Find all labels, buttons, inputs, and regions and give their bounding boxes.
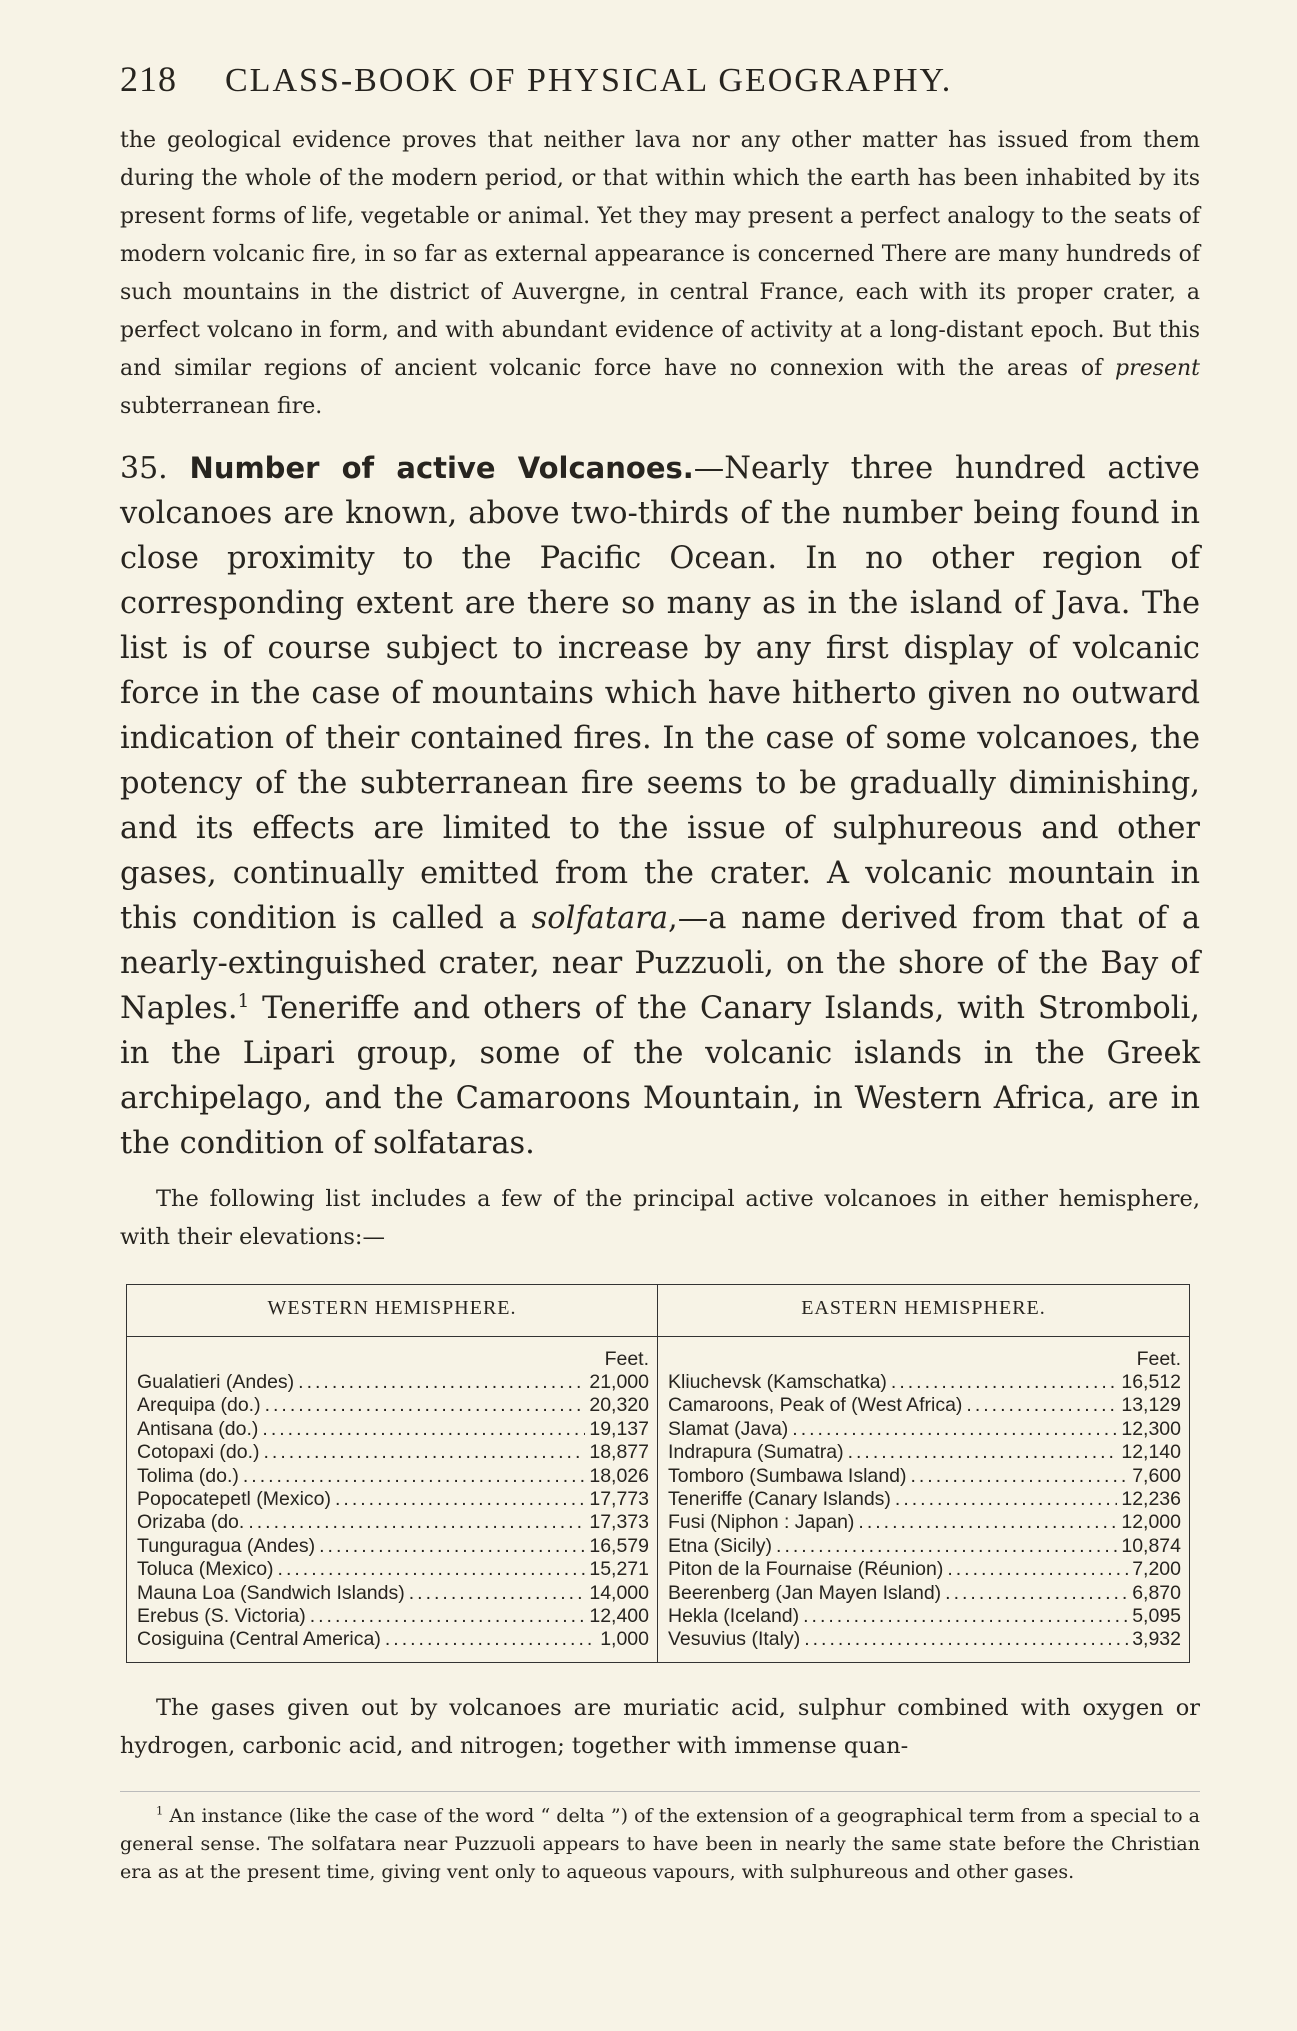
elevation-feet: 21,000 <box>589 1371 649 1393</box>
leader-dots <box>848 1441 1118 1464</box>
table-row <box>137 1535 653 1558</box>
elevation-feet: 18,026 <box>589 1464 649 1487</box>
elevation-feet: 14,000 <box>589 1581 649 1604</box>
leader-dots <box>262 1418 585 1441</box>
table-row <box>668 1394 1185 1417</box>
leader-dots <box>385 1628 596 1651</box>
table-row <box>668 1441 1185 1464</box>
elevation-feet: 18,877 <box>589 1441 649 1464</box>
book-page <box>120 58 1200 1886</box>
table-row <box>668 1418 1185 1441</box>
volcano-table <box>126 1284 1190 1663</box>
footnote-mark: 1 <box>156 1803 164 1818</box>
elevation-feet: 7,200 <box>1132 1558 1181 1581</box>
volcano-name: Gualatieri (Andes) <box>137 1371 295 1393</box>
running-title: CLASS-BOOK OF PHYSICAL GEOGRAPHY. <box>225 62 953 99</box>
leader-dots <box>966 1394 1117 1417</box>
leader-dots <box>278 1558 586 1581</box>
volcano-name: Beerenberg (Jan Mayen Island) <box>668 1581 942 1604</box>
volcano-name: Cosiguina (Central America) <box>137 1628 381 1651</box>
elevation-feet: 20,320 <box>589 1394 649 1417</box>
table-row <box>137 1465 653 1488</box>
western-rows <box>137 1371 653 1652</box>
volcano-name: Vesuvius (Italy) <box>668 1628 801 1651</box>
leader-dots <box>409 1582 586 1605</box>
volcano-name: Cotopaxi (do.) <box>137 1441 260 1464</box>
volcano-name: Orizaba (do. <box>137 1511 245 1534</box>
western-hemisphere-title: WESTERN HEMISPHERE. <box>127 1285 657 1337</box>
volcano-name: Antisana (do.) <box>137 1417 259 1440</box>
volcano-name: Slamat (Java) <box>668 1417 789 1440</box>
table-row <box>137 1628 653 1651</box>
leader-dots <box>858 1511 1117 1534</box>
volcano-name: Etna (Sicily) <box>668 1534 773 1557</box>
leader-dots <box>263 1441 585 1464</box>
volcano-name: Indrapura (Sumatra) <box>668 1441 844 1464</box>
leader-dots <box>298 1371 585 1394</box>
running-header <box>120 58 1200 100</box>
leader-dots <box>319 1535 585 1558</box>
elevation-feet: 12,300 <box>1121 1417 1181 1440</box>
volcano-name: Erebus (S. Victoria) <box>137 1605 306 1628</box>
table-intro: The following list includes a few of the principal active volcanoes in either hemisphere, with their elevations:— <box>120 1186 1200 1250</box>
table-row <box>137 1371 653 1394</box>
leader-dots <box>947 1558 1128 1581</box>
western-hemisphere-column <box>126 1285 658 1662</box>
table-row <box>137 1418 653 1441</box>
leader-dots <box>776 1535 1117 1558</box>
elevation-feet: 13,129 <box>1121 1394 1181 1417</box>
leader-dots <box>803 1605 1128 1628</box>
eastern-rows <box>668 1371 1185 1652</box>
leader-dots <box>804 1628 1128 1651</box>
table-row <box>668 1558 1185 1581</box>
table-row <box>137 1488 653 1511</box>
elevation-feet: 15,271 <box>589 1558 649 1581</box>
table-row <box>668 1465 1185 1488</box>
leader-dots <box>248 1511 585 1534</box>
volcano-name: Tunguragua (Andes) <box>137 1534 316 1557</box>
leader-dots <box>945 1582 1128 1605</box>
table-row <box>137 1441 653 1464</box>
volcano-name: Arequipa (do.) <box>137 1394 261 1417</box>
eastern-hemisphere-column <box>658 1285 1190 1662</box>
volcano-name: Hekla (Iceland) <box>668 1605 800 1628</box>
table-row <box>668 1628 1185 1651</box>
elevation-feet: 12,400 <box>589 1605 649 1628</box>
volcano-name: Teneriffe (Canary Islands) <box>668 1488 891 1511</box>
volcano-name: Tomboro (Sumbawa Island) <box>668 1464 907 1487</box>
volcano-name: Toluca (Mexico) <box>137 1558 274 1581</box>
feet-unit-label: Feet. <box>604 1348 649 1370</box>
page-number: 218 <box>120 59 177 99</box>
volcano-name: Piton de la Fournaise (Réunion) <box>668 1558 944 1581</box>
elevation-feet: 10,874 <box>1121 1534 1181 1557</box>
elevation-feet: 19,137 <box>589 1417 649 1440</box>
elevation-feet: 5,095 <box>1132 1605 1181 1628</box>
leader-dots <box>910 1465 1128 1488</box>
elevation-feet: 7,600 <box>1132 1464 1181 1487</box>
paragraph-auvergne: the geological evidence proves that neither lava nor any other matter has issued from them during the whole of the modern period, or that within which the earth has been inhabited by its present forms of life, vegetable or animal. Yet they may present a perfect analogy to the seats of modern volcanic fire, in so far as external appearance is concerned There are many hundreds of such mountains in the district of Auvergne, in central France, each with its proper crater, a perfect volcano in form, and with abundant evidence of activity at a long-distant epoch. But this and similar regions of ancient volcanic force have no connexion with the areas of present subterranean fire. <box>120 128 1200 419</box>
eastern-hemisphere-title: EASTERN HEMISPHERE. <box>658 1285 1189 1337</box>
leader-dots <box>895 1488 1117 1511</box>
volcano-name: Tolima (do.) <box>137 1464 239 1487</box>
footnote: $^1$ An instance (like the case of the word “ delta ”) of the extension of a geographical term from a special to a general sense. The solfatara near Puzzuoli appears to have been in nearly the same state before the Christian era as at the present time, giving vent only to aqueous vapours, with sulphureous and other gases. <box>120 1791 1200 1886</box>
table-row <box>137 1511 653 1534</box>
elevation-feet: 17,373 <box>589 1511 649 1534</box>
table-row <box>668 1582 1185 1605</box>
volcano-name: Mauna Loa (Sandwich Islands) <box>137 1581 405 1604</box>
elevation-feet: 16,512 <box>1121 1371 1181 1393</box>
elevation-feet: 17,773 <box>589 1488 649 1511</box>
elevation-feet: 6,870 <box>1132 1581 1181 1604</box>
section-number: 35. <box>120 451 168 486</box>
elevation-feet: 12,236 <box>1121 1488 1181 1511</box>
table-row <box>668 1535 1185 1558</box>
footnote-reference: 1 <box>237 990 250 1012</box>
leader-dots <box>335 1488 585 1511</box>
table-row <box>668 1488 1185 1511</box>
table-row <box>137 1605 653 1628</box>
feet-unit-label: Feet. <box>1136 1348 1181 1370</box>
section-35: 35. Number of active Volcanoes.—Nearly three hundred active volcanoes are known, above two-thirds of the number being found in close proximity to the Pacific Ocean. In no other region of corresponding extent are there so many as in the island of Java. The list is of course subject to increase by any first display of volcanic force in the case of mountains which have hitherto given no outward indication of their contained fires. In the case of some volcanoes, the potency of the subterranean fire seems to be gradually diminishing, and its effects are limited to the issue of sulphureous and other gases, continually emitted from the crater. A volcanic mountain in this condition is called a solfatara,—a name derived from that of a nearly-extinguished crater, near Puzzuoli, on the shore of the Bay of Naples.$^1$ Teneriffe and others of the Canary Islands, with Stromboli, in the Lipari group, some of the volcanic islands in the Greek archipelago, and the Camaroons Mountain, in Western Africa, are in the condition of solfataras. <box>120 451 1201 1161</box>
volcano-name: Fusi (Niphon : Japan) <box>668 1511 855 1534</box>
table-row <box>137 1582 653 1605</box>
leader-dots <box>891 1371 1117 1394</box>
gases-paragraph: The gases given out by volcanoes are muriatic acid, sulphur combined with oxygen or hydrogen, carbonic acid, and nitrogen; together with immense quan- <box>120 1694 1200 1759</box>
elevation-feet: 16,579 <box>589 1534 649 1557</box>
volcano-name: Popocatepetl (Mexico) <box>137 1488 332 1511</box>
elevation-feet: 1,000 <box>600 1628 649 1651</box>
volcano-name: Kliuchevsk (Kamschatka) <box>668 1371 887 1393</box>
elevation-feet: 12,140 <box>1121 1441 1181 1464</box>
table-row <box>137 1394 653 1417</box>
table-row <box>668 1371 1185 1394</box>
table-row <box>137 1558 653 1581</box>
section-heading: Number of active Volcanoes. <box>189 451 694 485</box>
elevation-feet: 12,000 <box>1121 1511 1181 1534</box>
leader-dots <box>792 1418 1117 1441</box>
volcano-name: Camaroons, Peak of (West Africa) <box>668 1394 963 1417</box>
leader-dots <box>310 1605 586 1628</box>
elevation-feet: 3,932 <box>1132 1628 1181 1651</box>
table-row <box>668 1605 1185 1628</box>
table-row <box>668 1511 1185 1534</box>
leader-dots <box>243 1465 585 1488</box>
leader-dots <box>265 1394 586 1417</box>
